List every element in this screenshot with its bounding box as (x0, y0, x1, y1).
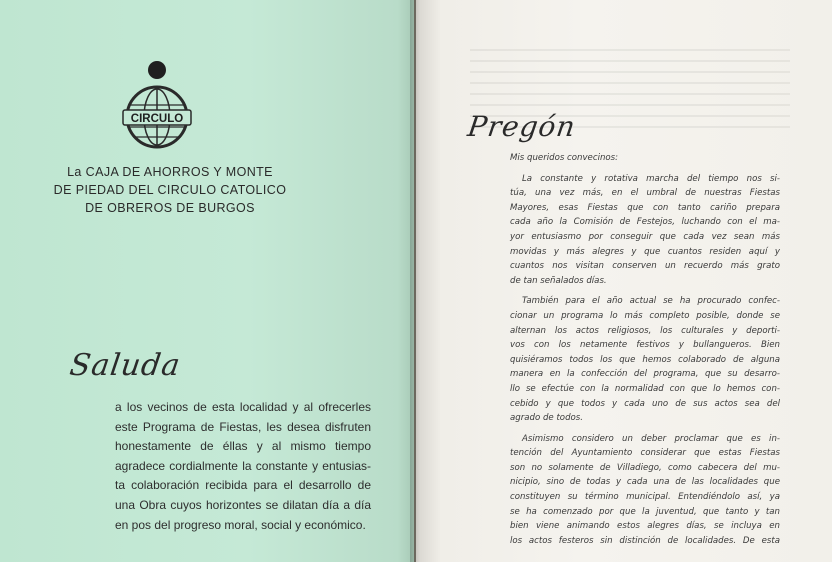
institution-name-line: La CAJA DE AHORROS Y MONTE (67, 165, 273, 179)
saluda-line: ta colaboración recibida para el desarrollo de (115, 478, 371, 493)
pregon-line: quisiéramos todos los que hemos colaborado de alguna (510, 354, 780, 365)
pregon-paragraph (510, 432, 780, 549)
pregon-line: alternan los actos religiosos, los culturales y deporti- (510, 325, 780, 336)
pregon-line: se ha comenzado por que la juventud, que tanto y tan (510, 506, 780, 517)
pregon-line: túa, una vez más, en el umbral de nuestras Fiestas (510, 188, 780, 199)
pregon-line: cebido y que todos y cada uno de sus actos sea del (510, 398, 780, 409)
pregon-heading: Pregón (465, 110, 578, 143)
pregon-salutation: Mis queridos convecinos: (510, 153, 619, 163)
saluda-heading: Saluda (67, 348, 183, 383)
saluda-line: agradece cordialmente la constante y entusias- (115, 458, 371, 473)
pregon-paragraph (510, 172, 780, 289)
pregon-line: También para el año actual se ha procurado confec- (522, 296, 780, 307)
saluda-line: en pos del progreso moral, social y económico. (115, 517, 366, 532)
institution-name-line: DE PIEDAD DEL CIRCULO CATOLICO (53, 183, 287, 197)
saluda-line: a los vecinos de esta localidad y al ofrecerles (115, 400, 371, 414)
pregon-line: bien viene animando estos alegres días, se incluya en (510, 521, 780, 532)
institution-name-line: DE OBREROS DE BURGOS (85, 201, 255, 215)
pregon-line: de tan señalados días. (510, 275, 607, 286)
pregon-line: Asimismo considero un deber proclamar que es in- (522, 433, 780, 444)
pregon-line: son no solamente de Villadiego, como cabecera del mu- (510, 462, 780, 473)
pregon-line: tención del Ayuntamiento considerar que estas Fiestas (510, 448, 780, 459)
book-gutter (410, 0, 420, 562)
pregon-text (510, 151, 780, 554)
pregon-line: vos con los netamente festivos y bullangueros. Bien (510, 340, 780, 351)
saluda-line: honestamente de éllas y al mismo tiempo (115, 439, 371, 454)
pregon-line: manera en la confección del programa, que su desarro- (510, 369, 780, 380)
pregon-line: agrado de todos. (510, 413, 583, 424)
saluda-text (115, 398, 371, 535)
circulo-logo (121, 57, 193, 153)
pregon-line: Mayores, esas Fiestas que con tanto cariño prepara (510, 202, 780, 213)
pregon-line: cada año la Comisión de Festejos, luchando con el ma- (510, 217, 780, 228)
pregon-line: los actos festeros sin distinción de localidades. De esta (510, 535, 780, 546)
globe-icon (123, 61, 191, 147)
pregon-line: constituyen su término municipal. Entendiéndolo así, ya (510, 492, 780, 503)
logo-text: CIRCULO (130, 113, 184, 125)
pregon-line: llo se efectúe con la normalidad con que lo hemos con- (510, 383, 780, 394)
saluda-line: este Programa de Fiestas, les desea disfruten (115, 419, 371, 434)
pregon-line: La constante y rotativa marcha del tiempo nos si- (522, 173, 780, 184)
saluda-line: una Obra cuyos horizontes se dilatan día a día (115, 497, 371, 512)
left-page (0, 0, 414, 562)
pregon-paragraph (510, 294, 780, 425)
pregon-line: movidas y más alegres y que cuantos residen aquí y (510, 246, 780, 257)
pregon-line: cuantos nos visitan conserven un recuerdo más grato (510, 261, 780, 272)
pregon-line: cionar un programa lo más completo posible, donde se (510, 310, 780, 321)
pregon-line: nicipio, sino de todas y cada una de las localidades que (510, 477, 780, 488)
institution-name (40, 163, 300, 217)
pregon-line: yor entusiasmo por conseguir que cada vez sean más (510, 231, 780, 242)
